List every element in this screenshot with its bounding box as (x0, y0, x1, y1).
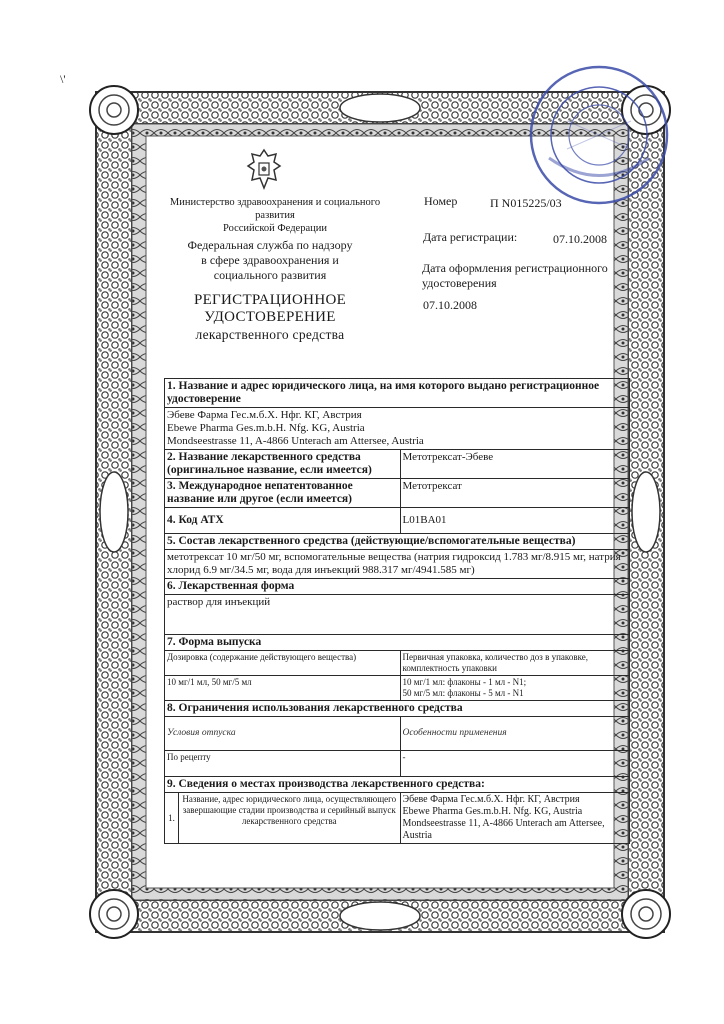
certificate-title: РЕГИСТРАЦИОННОЕ УДОСТОВЕРЕНИЕ лекарственного средства (193, 292, 347, 342)
certificate-table (164, 378, 630, 844)
section-1-body (165, 408, 630, 450)
section-8-title: 8. Ограничения использования лекарственного средства (165, 701, 630, 717)
service-name: Федеральная служба по надзору в сфере здравоохранения и социального развития (187, 238, 353, 282)
ministry-name: Министерство здравоохранения и социального развития Российской Федерации (169, 197, 381, 234)
form-date-label: Дата оформления регистрационного удостоверения (422, 261, 608, 290)
reg-date-label: Дата регистрации: (423, 230, 518, 244)
reg-date-value: 07.10.2008 (553, 232, 607, 246)
margin-mark: \' (60, 72, 66, 86)
section-6-value: раствор для инъекций (165, 595, 630, 635)
section-1-applicant: Эбеве Фарма Гес.м.б.Х. Нфг. КГ, Австрия Ebewe Pharma Ges.m.b.H. Nfg. KG, Austria Mondseestrasse 11, A-4866 Unterach am Attersee, Austria (165, 408, 630, 450)
section-5-value: метотрексат 10 мг/50 мг, вспомогательные вещества (натрия гидроксид 1.783 мг/8.915 мг, натрия хлорид 6.9 мг/34.5 мг, вода для инъекций 988.317 мг/4941.585 мг) (165, 550, 630, 579)
section-3-title: 3. Международное непатентованное название или другое (если имеется) (165, 479, 401, 508)
section-2-value: Метотрексат-Эбеве (400, 450, 629, 479)
section-6-body (165, 595, 630, 635)
section-5-title: 5. Состав лекарственного средства (действующие/вспомогательные вещества) (165, 534, 630, 550)
section-8-col-headers (165, 717, 630, 751)
number-value: П N015225/03 (490, 196, 562, 210)
coat-of-arms-icon (244, 148, 284, 190)
section-8-col2-value: - (400, 751, 629, 777)
section-7-header (165, 635, 630, 651)
section-9-description: Название, адрес юридического лица, осуществляющего завершающие стадии производства и серийный выпуск лекарственного средства (178, 793, 400, 844)
section-1-title: 1. Название и адрес юридического лица, на имя которого выдано регистрационное удостоверение (165, 379, 630, 408)
section-8-col1-value: По рецепту (165, 751, 401, 777)
section-7-values (165, 676, 630, 701)
section-2-title: 2. Название лекарственного средства (оригинальное название, если имеется) (165, 450, 401, 479)
section-3-row (165, 479, 630, 508)
section-8-col2-header: Особенности применения (400, 717, 629, 751)
section-5-body (165, 550, 630, 579)
section-7-col2-header: Первичная упаковка, количество доз в упаковке, комплектность упаковки (400, 651, 629, 676)
section-9-manufacturer: Эбеве Фарма Гес.м.б.Х. Нфг. КГ, Австрия Ebewe Pharma Ges.m.b.H. Nfg. KG, Austria Mondseestrasse 11, A-4866 Unterach am Attersee, Austria (400, 793, 629, 844)
section-8-values (165, 751, 630, 777)
section-6-title: 6. Лекарственная форма (165, 579, 630, 595)
section-9-row-1 (165, 793, 630, 844)
section-6-header (165, 579, 630, 595)
section-7-col2-value: 10 мг/1 мл: флаконы - 1 мл - N1; 50 мг/5 мл: флаконы - 5 мл - N1 (400, 676, 629, 701)
section-2-row (165, 450, 630, 479)
section-8-header (165, 701, 630, 717)
number-label: Номер (424, 194, 458, 208)
section-7-col-headers (165, 651, 630, 676)
section-5-header (165, 534, 630, 550)
section-7-title: 7. Форма выпуска (165, 635, 630, 651)
section-8-col1-header: Условия отпуска (165, 717, 401, 751)
section-4-title: 4. Код АТХ (165, 508, 401, 534)
section-3-value: Метотрексат (400, 479, 629, 508)
section-4-row (165, 508, 630, 534)
section-4-value: L01BA01 (400, 508, 629, 534)
section-9-header (165, 777, 630, 793)
section-9-number: 1. (165, 793, 179, 844)
section-9-title: 9. Сведения о местах производства лекарственного средства: (165, 777, 630, 793)
section-1-header (165, 379, 630, 408)
section-7-col1-value: 10 мг/1 мл, 50 мг/5 мл (165, 676, 401, 701)
form-date-value: 07.10.2008 (423, 298, 477, 312)
official-stamp (527, 63, 672, 208)
section-7-col1-header: Дозировка (содержание действующего вещества) (165, 651, 401, 676)
